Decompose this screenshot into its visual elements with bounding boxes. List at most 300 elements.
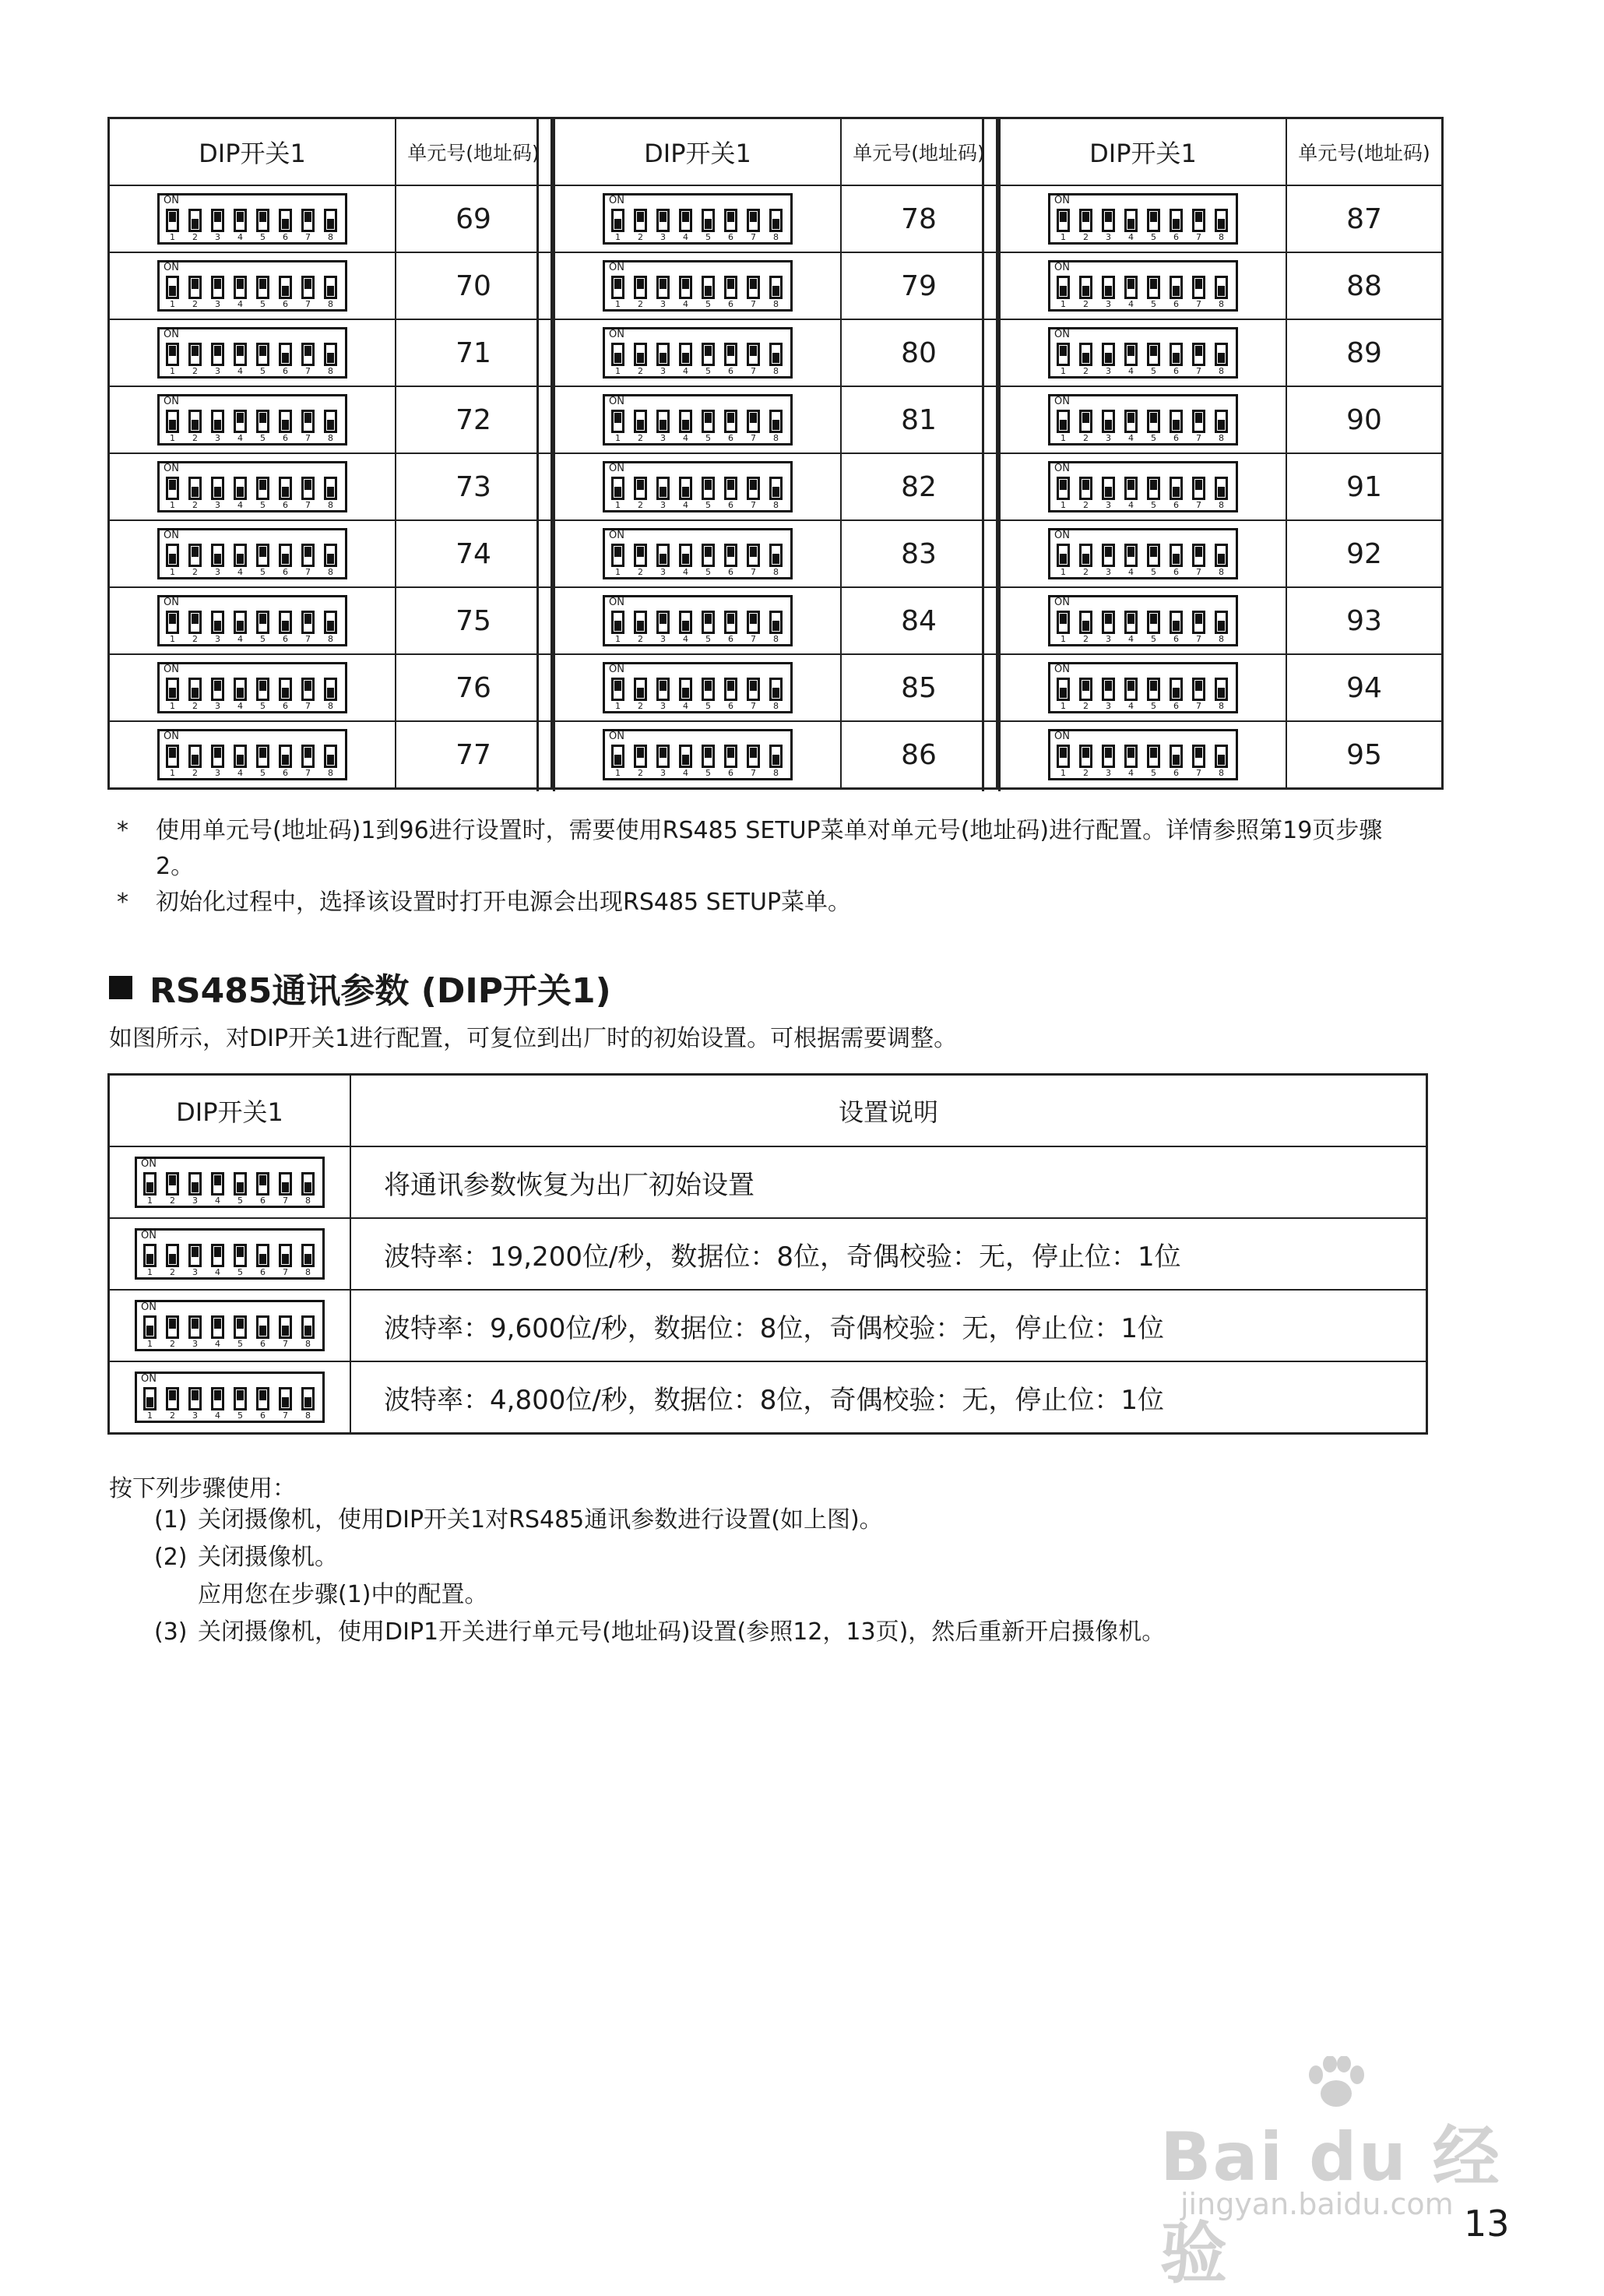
dip-position-number: 2	[192, 366, 198, 376]
dip-toggle-knob	[214, 279, 221, 289]
dip-toggle-6-on	[724, 678, 737, 701]
dip-toggle-3-off	[188, 1172, 202, 1196]
dip-toggle-4-off	[1124, 209, 1138, 232]
dip-toggle-6-off	[1170, 209, 1183, 232]
dip-position-number: 7	[1196, 433, 1201, 443]
unit-number-cell: 76	[396, 654, 552, 721]
dip-toggle-7-on	[747, 209, 760, 232]
dip-toggle-knob	[282, 755, 289, 765]
dip-toggle-knob	[304, 1326, 311, 1336]
dip-toggle-3-on	[1102, 745, 1115, 768]
dip-toggle-7-off	[279, 1244, 292, 1267]
dip-toggle-6-off	[1170, 343, 1183, 366]
dip-toggle-1-on	[1057, 611, 1070, 634]
dip-position-number: 5	[705, 232, 711, 242]
dip-position-number: 1	[147, 1410, 153, 1421]
dip-position-number: 4	[237, 567, 243, 577]
dip-position-number: 2	[192, 701, 198, 711]
dip-toggle-knob	[727, 413, 734, 423]
dip-toggle-7-on	[747, 343, 760, 366]
dip-toggle-knob	[1195, 480, 1202, 490]
dip-position-number: 3	[192, 1339, 198, 1349]
dip-toggle-knob	[1173, 353, 1180, 363]
dip-switch-unit	[1048, 595, 1238, 646]
table-row	[554, 453, 997, 520]
unit-number-cell: 80	[841, 319, 997, 386]
dip-toggle-3-on	[188, 1387, 202, 1410]
table-row	[109, 520, 552, 587]
dip-position-number: 1	[147, 1196, 153, 1206]
dip-position-number: 3	[215, 433, 220, 443]
dip-toggle-knob	[637, 353, 644, 363]
dip-toggle-knob	[750, 413, 757, 423]
dip-toggle-7-on	[1192, 745, 1205, 768]
dip-position-number: 6	[728, 433, 733, 443]
dip-toggle-knob	[637, 279, 644, 289]
dip-position-number: 3	[215, 500, 220, 510]
dip-toggle-knob	[660, 681, 667, 691]
dip-toggle-knob	[1060, 688, 1067, 698]
dip-toggle-knob	[660, 279, 667, 289]
dip-toggle-7-on	[1192, 276, 1205, 299]
dip-cell	[1000, 386, 1287, 453]
dip-toggle-knob	[637, 688, 644, 698]
dip-toggle-knob	[727, 681, 734, 691]
dip-toggle-8-off	[301, 1315, 315, 1339]
dip-toggle-3-on	[656, 678, 670, 701]
dip-toggle-knob	[1195, 748, 1202, 758]
table-row	[554, 319, 997, 386]
dip-toggle-knob	[1060, 748, 1067, 758]
dip-toggle-knob	[772, 286, 779, 296]
dip-position-number: 5	[705, 433, 711, 443]
dip-on-label: ON	[609, 329, 624, 340]
dip-toggle-1-off	[611, 477, 624, 500]
dip-toggle-knob	[637, 420, 644, 430]
dip-position-number: 4	[1128, 768, 1134, 778]
dip-toggle-knob	[1105, 547, 1112, 557]
dip-position-number: 3	[660, 500, 666, 510]
dip-position-number: 2	[192, 433, 198, 443]
dip-cell	[1000, 185, 1287, 252]
dip-toggle-5-on	[702, 745, 715, 768]
table-row	[1000, 520, 1443, 587]
dip-toggle-knob	[1150, 614, 1157, 624]
dip-toggle-5-off	[702, 276, 715, 299]
dip-on-label: ON	[1054, 329, 1070, 340]
dip-position-number: 7	[305, 366, 311, 376]
dip-toggle-knob	[1150, 346, 1157, 356]
dip-toggle-2-on	[1079, 477, 1092, 500]
dip-switch-unit	[157, 260, 347, 312]
dip-toggle-knob	[146, 1182, 153, 1192]
steps-intro: 按下列步骤使用：	[109, 1475, 296, 1502]
table-row	[1000, 319, 1443, 386]
table-row	[554, 721, 997, 789]
dip-toggle-7-on	[1192, 410, 1205, 433]
dip-toggle-knob	[214, 487, 221, 497]
dip-toggle-knob	[1060, 554, 1067, 564]
dip-position-number: 6	[1173, 299, 1179, 309]
dip-toggle-6-off	[1170, 544, 1183, 567]
dip-toggle-knob	[1173, 755, 1180, 765]
dip-toggle-knob	[214, 212, 221, 222]
dip-on-label: ON	[1054, 262, 1070, 273]
dip-toggle-knob	[304, 1254, 311, 1264]
dip-toggle-knob	[705, 219, 712, 229]
dip-toggle-3-off	[1102, 410, 1115, 433]
dip-toggle-knob	[259, 413, 266, 423]
dip-toggle-knob	[1127, 681, 1134, 691]
dip-toggle-knob	[772, 219, 779, 229]
dip-position-number: 8	[1219, 433, 1224, 443]
dip-toggle-8-off	[324, 678, 337, 701]
dip-position-number: 7	[305, 299, 311, 309]
dip-position-number: 5	[705, 366, 711, 376]
dip-toggle-knob	[705, 346, 712, 356]
dip-toggle-knob	[1105, 614, 1112, 624]
dip-position-number: 4	[237, 433, 243, 443]
table-row	[109, 319, 552, 386]
dip-switch-header: DIP开关1	[1000, 118, 1287, 186]
dip-switch-unit	[157, 595, 347, 646]
dip-toggle-knob	[1173, 688, 1180, 698]
table-row	[109, 1218, 1427, 1290]
dip-toggle-knob	[1218, 554, 1225, 564]
dip-toggle-knob	[1082, 621, 1089, 631]
dip-position-number: 2	[192, 768, 198, 778]
dip-position-number: 5	[1151, 299, 1156, 309]
dip-toggle-8-off	[769, 209, 783, 232]
dip-position-number: 8	[1219, 634, 1224, 644]
dip-on-label: ON	[609, 463, 624, 474]
dip-position-number: 1	[170, 232, 175, 242]
dip-position-number: 8	[773, 500, 779, 510]
dip-position-number: 2	[638, 232, 643, 242]
unit-number-cell: 94	[1286, 654, 1443, 721]
dip-switch-rs485	[135, 1228, 325, 1280]
dip-toggle-7-on	[747, 745, 760, 768]
dip-cell	[1000, 721, 1287, 789]
dip-toggle-8-off	[1215, 343, 1228, 366]
dip-cell	[1000, 587, 1287, 654]
dip-position-number: 8	[773, 232, 779, 242]
dip-position-number: 3	[660, 701, 666, 711]
dip-position-number: 8	[1219, 768, 1224, 778]
dip-toggle-5-on	[234, 1244, 247, 1267]
dip-position-number: 6	[728, 567, 733, 577]
dip-toggle-knob	[259, 1175, 266, 1185]
dip-toggle-knob	[327, 420, 334, 430]
dip-position-number: 5	[260, 366, 266, 376]
dip-toggle-8-off	[1215, 678, 1228, 701]
dip-toggle-3-on	[656, 276, 670, 299]
dip-position-number: 2	[1083, 567, 1089, 577]
dip-position-number: 2	[1083, 634, 1089, 644]
setting-description-cell: 波特率：4,800位/秒，数据位：8位，奇偶校验：无，停止位：1位	[350, 1361, 1427, 1434]
dip-toggle-7-on	[301, 410, 315, 433]
dip-toggle-knob	[614, 681, 621, 691]
dip-position-number: 3	[1106, 634, 1111, 644]
dip-position-number: 6	[283, 232, 288, 242]
dip-toggle-knob	[304, 681, 311, 691]
dip-toggle-knob	[192, 614, 199, 624]
dip-position-number: 5	[260, 634, 266, 644]
dip-toggle-knob	[169, 1175, 176, 1185]
dip-toggle-6-off	[279, 276, 292, 299]
dip-cell	[109, 654, 396, 721]
dip-toggle-6-off	[1170, 477, 1183, 500]
table-row	[1000, 587, 1443, 654]
dip-toggle-4-on	[679, 209, 692, 232]
dip-toggle-knob	[237, 554, 244, 564]
dip-toggle-6-off	[256, 1315, 269, 1339]
dip-toggle-knob	[1127, 614, 1134, 624]
dip-on-label: ON	[1054, 530, 1070, 541]
dip-position-number: 1	[147, 1267, 153, 1277]
table-row	[554, 587, 997, 654]
dip-toggle-knob	[727, 212, 734, 222]
dip-position-number: 5	[705, 768, 711, 778]
dip-toggle-knob	[1105, 353, 1112, 363]
dip-on-label: ON	[1054, 731, 1070, 742]
dip-position-number: 4	[215, 1339, 220, 1349]
dip-position-number: 4	[683, 567, 688, 577]
dip-position-number: 8	[773, 299, 779, 309]
dip-position-number: 6	[728, 232, 733, 242]
dip-cell	[109, 319, 396, 386]
dip-cell	[109, 1146, 351, 1218]
dip-position-number: 2	[638, 768, 643, 778]
dip-toggle-4-off	[679, 477, 692, 500]
dip-toggle-knob	[1150, 681, 1157, 691]
address-table-3	[998, 117, 1444, 790]
dip-toggle-1-off	[1057, 544, 1070, 567]
section-title-text: RS485通讯参数 (DIP开关1)	[149, 971, 611, 1011]
dip-toggle-knob	[1105, 748, 1112, 758]
unit-number-cell: 83	[841, 520, 997, 587]
dip-toggle-knob	[169, 688, 176, 698]
dip-toggle-3-on	[656, 209, 670, 232]
dip-toggle-4-on	[1124, 678, 1138, 701]
dip-toggle-knob	[772, 688, 779, 698]
dip-toggle-knob	[682, 755, 689, 765]
dip-toggle-knob	[614, 755, 621, 765]
dip-toggle-knob	[282, 554, 289, 564]
dip-position-number: 3	[192, 1267, 198, 1277]
dip-toggle-knob	[1127, 748, 1134, 758]
dip-toggle-knob	[304, 279, 311, 289]
dip-toggle-5-on	[256, 477, 269, 500]
dip-toggle-6-on	[256, 1172, 269, 1196]
dip-on-label: ON	[164, 195, 179, 206]
dip-toggle-4-off	[234, 745, 247, 768]
setting-description-cell: 波特率：19,200位/秒，数据位：8位，奇偶校验：无，停止位：1位	[350, 1218, 1427, 1290]
dip-toggle-3-on	[1102, 209, 1115, 232]
dip-position-number: 8	[328, 500, 333, 510]
dip-toggle-8-off	[324, 276, 337, 299]
dip-toggle-3-on	[1102, 611, 1115, 634]
dip-switch-unit	[603, 461, 793, 512]
dip-position-number: 7	[283, 1196, 288, 1206]
dip-toggle-knob	[1218, 755, 1225, 765]
dip-toggle-5-on	[702, 343, 715, 366]
note-marker: *	[117, 817, 128, 844]
dip-toggle-knob	[214, 1319, 221, 1329]
dip-toggle-2-on	[188, 544, 202, 567]
dip-position-number: 2	[1083, 701, 1089, 711]
dip-position-number: 3	[1106, 232, 1111, 242]
dip-position-number: 7	[305, 567, 311, 577]
dip-toggle-knob	[750, 346, 757, 356]
dip-on-label: ON	[141, 1373, 157, 1385]
dip-switch-unit	[157, 193, 347, 245]
dip-toggle-knob	[705, 748, 712, 758]
note-marker: *	[117, 889, 128, 916]
dip-position-number: 3	[1106, 701, 1111, 711]
dip-toggle-6-on	[724, 745, 737, 768]
dip-toggle-5-on	[1147, 410, 1160, 433]
dip-toggle-8-off	[324, 745, 337, 768]
dip-position-number: 7	[751, 500, 756, 510]
dip-toggle-knob	[637, 748, 644, 758]
dip-toggle-4-off	[679, 410, 692, 433]
dip-toggle-7-on	[747, 544, 760, 567]
dip-position-number: 8	[328, 701, 333, 711]
dip-toggle-knob	[192, 688, 199, 698]
dip-toggle-knob	[282, 1326, 289, 1336]
setting-description-header: 设置说明	[350, 1075, 1427, 1147]
dip-toggle-knob	[1173, 420, 1180, 430]
dip-position-number: 6	[728, 768, 733, 778]
dip-position-number: 5	[260, 299, 266, 309]
dip-toggle-knob	[259, 346, 266, 356]
table-row	[554, 520, 997, 587]
dip-position-number: 6	[260, 1267, 266, 1277]
dip-toggle-knob	[1195, 614, 1202, 624]
dip-toggle-3-on	[211, 209, 224, 232]
dip-toggle-knob	[1105, 487, 1112, 497]
table-row	[1000, 453, 1443, 520]
dip-position-number: 2	[1083, 232, 1089, 242]
dip-toggle-knob	[259, 480, 266, 490]
dip-toggle-knob	[282, 1397, 289, 1407]
dip-toggle-knob	[169, 346, 176, 356]
dip-position-number: 8	[1219, 500, 1224, 510]
dip-position-number: 2	[638, 433, 643, 443]
dip-toggle-5-on	[702, 410, 715, 433]
dip-toggle-knob	[1218, 219, 1225, 229]
dip-toggle-knob	[259, 279, 266, 289]
dip-position-number: 8	[328, 299, 333, 309]
dip-toggle-knob	[259, 212, 266, 222]
unit-number-header: 单元号(地址码)	[1286, 118, 1443, 186]
dip-toggle-2-on	[166, 1172, 179, 1196]
dip-position-number: 7	[1196, 768, 1201, 778]
dip-toggle-knob	[304, 480, 311, 490]
unit-number-cell: 74	[396, 520, 552, 587]
dip-toggle-5-on	[256, 611, 269, 634]
dip-toggle-1-off	[1057, 678, 1070, 701]
dip-toggle-4-on	[234, 343, 247, 366]
dip-toggle-knob	[282, 1182, 289, 1192]
dip-toggle-4-on	[1124, 410, 1138, 433]
dip-cell	[1000, 654, 1287, 721]
dip-toggle-6-off	[279, 209, 292, 232]
dip-position-number: 5	[1151, 232, 1156, 242]
dip-position-number: 6	[728, 299, 733, 309]
dip-toggle-knob	[727, 480, 734, 490]
dip-position-number: 6	[283, 433, 288, 443]
table-row	[109, 654, 552, 721]
dip-on-label: ON	[164, 463, 179, 474]
dip-toggle-8-off	[769, 477, 783, 500]
dip-toggle-3-off	[211, 611, 224, 634]
dip-toggle-5-on	[256, 410, 269, 433]
dip-toggle-6-off	[279, 343, 292, 366]
dip-on-label: ON	[164, 530, 179, 541]
dip-toggle-knob	[1082, 554, 1089, 564]
note-text: 使用单元号(地址码)1到96进行设置时，需要使用RS485 SETUP菜单对单元号(地址码)进行配置。详情参照第19页步骤2。	[156, 817, 1383, 880]
dip-toggle-knob	[637, 480, 644, 490]
dip-on-label: ON	[141, 1230, 157, 1241]
dip-toggle-8-off	[1215, 209, 1228, 232]
dip-switch-unit	[1048, 193, 1238, 245]
dip-toggle-knob	[1127, 219, 1134, 229]
dip-on-label: ON	[141, 1301, 157, 1313]
dip-position-number: 2	[638, 500, 643, 510]
dip-switch-unit	[1048, 260, 1238, 312]
dip-toggle-knob	[282, 219, 289, 229]
dip-position-number: 5	[705, 701, 711, 711]
dip-position-number: 3	[1106, 433, 1111, 443]
dip-position-number: 4	[215, 1410, 220, 1421]
dip-toggle-knob	[282, 286, 289, 296]
dip-position-number: 7	[305, 500, 311, 510]
dip-toggle-2-off	[1079, 611, 1092, 634]
dip-toggle-knob	[146, 1326, 153, 1336]
dip-position-number: 1	[615, 567, 621, 577]
dip-position-number: 5	[260, 500, 266, 510]
dip-toggle-knob	[259, 547, 266, 557]
dip-toggle-1-on	[166, 343, 179, 366]
table-row	[1000, 721, 1443, 789]
table-row	[109, 587, 552, 654]
dip-toggle-knob	[614, 413, 621, 423]
unit-number-cell: 75	[396, 587, 552, 654]
dip-toggle-7-on	[301, 678, 315, 701]
dip-toggle-7-on	[747, 410, 760, 433]
dip-cell	[1000, 520, 1287, 587]
dip-position-number: 5	[237, 1410, 243, 1421]
dip-switch-unit	[603, 260, 793, 312]
dip-toggle-knob	[214, 748, 221, 758]
dip-toggle-knob	[1195, 547, 1202, 557]
dip-toggle-7-on	[301, 611, 315, 634]
dip-position-number: 3	[660, 366, 666, 376]
dip-position-number: 8	[773, 567, 779, 577]
dip-toggle-knob	[214, 1247, 221, 1257]
dip-toggle-knob	[192, 420, 199, 430]
dip-toggle-6-off	[1170, 678, 1183, 701]
dip-toggle-1-off	[611, 611, 624, 634]
dip-toggle-knob	[1218, 688, 1225, 698]
dip-position-number: 1	[615, 366, 621, 376]
dip-toggle-2-off	[634, 343, 647, 366]
dip-position-number: 8	[328, 232, 333, 242]
dip-position-number: 4	[1128, 366, 1134, 376]
dip-toggle-5-on	[702, 477, 715, 500]
